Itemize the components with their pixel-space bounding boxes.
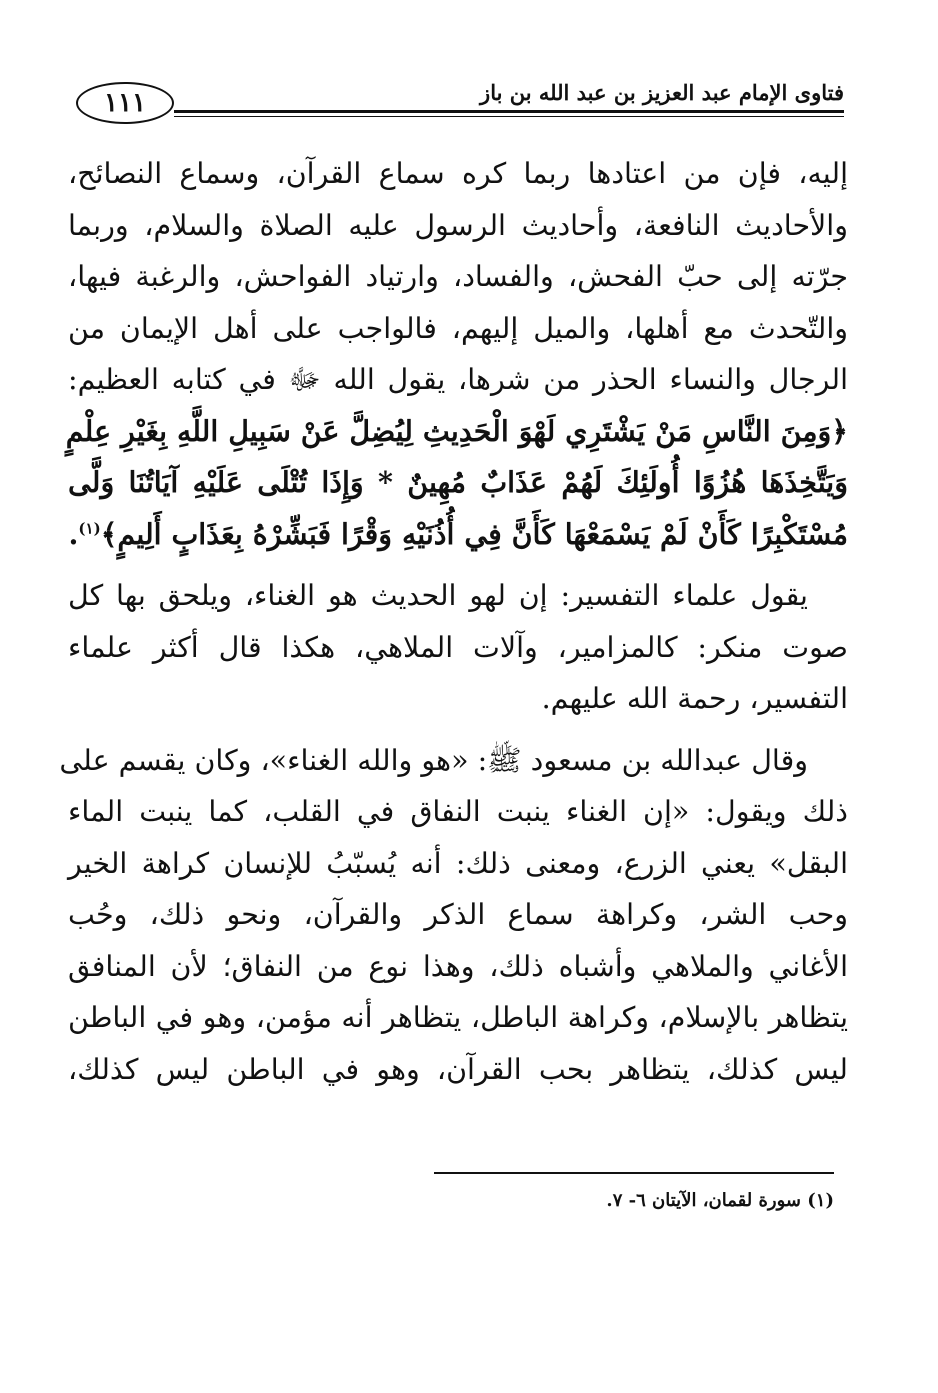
verse-end-mark: . — [68, 516, 79, 551]
running-title: فتاوى الإمام عبد العزيز بن عبد الله بن باز — [474, 80, 844, 105]
body-line: جرّته إلى حبّ الفحش، والفساد، وارتياد الفواحش، والرغبة فيها، — [68, 260, 848, 293]
body-line: وحب الشر، وكراهة سماع الذكر والقرآن، ونحو ذلك، وحُب — [68, 898, 848, 931]
page-header — [76, 78, 844, 134]
body-line: يتظاهر بالإسلام، وكراهة الباطل، يتظاهر أنه مؤمن، وهو في الباطن — [68, 1001, 848, 1034]
quran-verse-line — [68, 509, 848, 561]
quran-verse-line: ﴿وَمِنَ النَّاسِ مَنْ يَشْتَرِي لَهْوَ الْحَدِيثِ لِيُضِلَّ عَنْ سَبِيلِ اللَّهِ بِغَيْرِ عِلْمٍ — [65, 413, 848, 448]
footnote-marker: (١) — [78, 519, 101, 537]
body-line: البقل» يعني الزرع، ومعنى ذلك: أنه يُسبّبُ للإنسان كراهة الخير — [68, 846, 848, 880]
footnote: (١) سورة لقمان، الآيتان ٦- ٧. — [606, 1190, 834, 1211]
footnote-rule — [434, 1172, 834, 1174]
body-line: الرجال والنساء الحذر من شرها، يقول الله ﷻ في كتابه العظيم: — [68, 363, 848, 396]
body-line: التفسير، رحمة الله عليهم. — [541, 682, 848, 715]
body-line: إليه، فإن من اعتادها ربما كره سماع القرآن، وسماع النصائح، — [68, 157, 848, 190]
header-rule-thick — [174, 110, 844, 113]
quran-verse-text: مُسْتَكْبِرًا كَأَنْ لَمْ يَسْمَعْهَا كَأَنَّ فِي أُذُنَيْهِ وَقْرًا فَبَشِّرْهُ بِعَذَابٍ أَلِيمٍ﴾ — [100, 516, 848, 551]
body-line: والأحاديث النافعة، وأحاديث الرسول عليه الصلاة والسلام، وربما — [68, 208, 848, 242]
body-line: ليس كذلك، يتظاهر بحب القرآن، وهو في الباطن ليس كذلك، — [68, 1052, 848, 1086]
body-line: وقال عبدالله بن مسعود ﷺ: «هو والله الغناء»، وكان يقسم على — [59, 743, 808, 777]
quran-verse-line: وَيَتَّخِذَهَا هُزُوًا أُولَئِكَ لَهُمْ عَذَابٌ مُهِينٌ * وَإِذَا تُتْلَى عَلَيْهِ آيَاتُنَا وَلَّى — [68, 465, 848, 499]
page-number: ١١١ — [76, 82, 174, 124]
body-line: والتّحدث مع أهلها، والميل إليهم، فالواجب على أهل الإيمان من — [68, 311, 848, 345]
page-body — [59, 148, 848, 1095]
body-line: يقول علماء التفسير: إن لهو الحديث هو الغناء، ويلحق بها كل — [68, 579, 808, 612]
body-line: صوت منكر: كالمزامير، وآلات الملاهي، هكذا قال أكثر علماء — [68, 630, 848, 664]
body-line: الأغاني والملاهي وأشباه ذلك، وهذا نوع من النفاق؛ لأن المنافق — [68, 949, 848, 983]
body-line: ذلك ويقول: «إن الغناء ينبت النفاق في القلب، كما ينبت الماء — [68, 795, 848, 828]
header-rule-thin — [174, 116, 844, 117]
